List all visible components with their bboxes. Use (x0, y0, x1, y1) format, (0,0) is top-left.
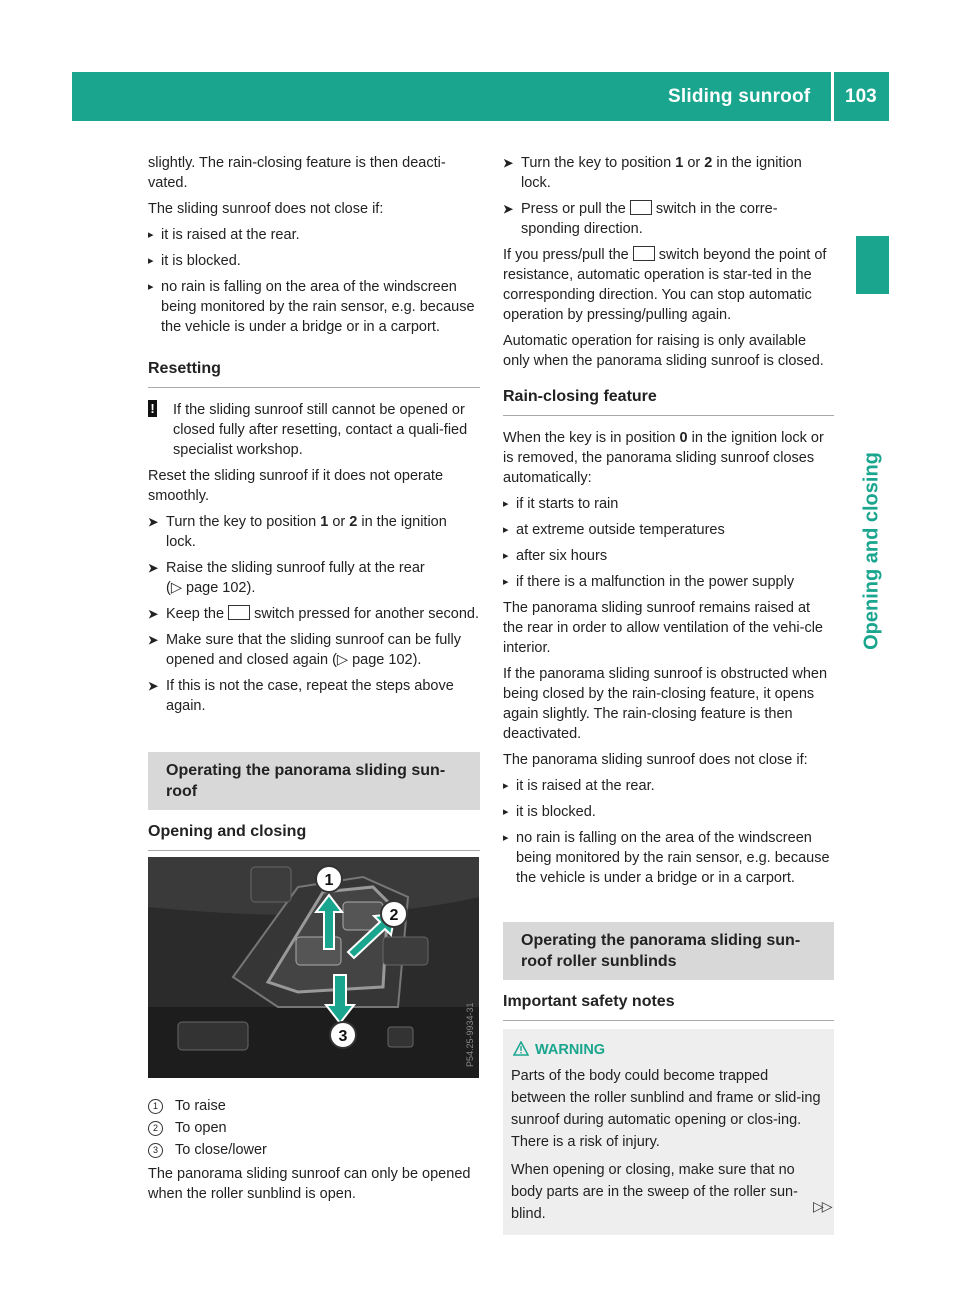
chapter-tab (856, 236, 889, 294)
header-separator (831, 72, 834, 121)
svg-text:2: 2 (389, 907, 399, 924)
step-item: ➤ Raise the sliding sunroof fully at the rear (▷ page 102). (148, 560, 425, 596)
paragraph: The panorama sliding sunroof does not close if: (503, 752, 808, 768)
arrow-icon: ➤ (148, 515, 159, 529)
arrow-icon: ➤ (503, 156, 514, 170)
exclamation-icon: ! (148, 400, 157, 417)
warning-icon (513, 1041, 529, 1056)
sunroof-switch-photo (148, 857, 479, 1078)
paragraph: When the key is in position 0 in the ignition lock or is removed, the panorama sliding sunroof closes automatically: (503, 430, 824, 486)
bullet-item: ▸ no rain is falling on the area of the windscreen being monitored by the rain sensor, e.g. because the vehicle is under a bridge or in a carport. (503, 828, 834, 888)
switch-icon (630, 200, 652, 215)
page-number: 103 (845, 86, 877, 107)
step-item: ➤ If this is not the case, repeat the steps above again. (148, 678, 454, 714)
svg-text:3: 3 (338, 1028, 348, 1045)
bullet-item: ▸ after six hours (503, 546, 834, 566)
paragraph: The sliding sunroof does not close if: (148, 201, 384, 217)
switch-icon (633, 246, 655, 261)
arrow-icon: ➤ (148, 633, 159, 647)
bullet-item: ▸ no rain is falling on the area of the windscreen being monitored by the rain sensor, e.g. because the vehicle is under a bridge or in a carport. (148, 277, 480, 337)
heading-resetting: Resetting (148, 359, 480, 388)
section-heading: Operating the panorama sliding sun-roof roller sunblinds (503, 922, 834, 980)
section-heading: Operating the panorama sliding sun-roof (148, 752, 480, 810)
legend-item: 1 To raise (148, 1096, 480, 1116)
paragraph: Automatic operation for raising is only available only when the panorama sliding sunroof is closed. (503, 333, 824, 369)
step-item: ➤ Turn the key to position 1 or 2 in the ignition lock. (503, 155, 802, 191)
legend-item: 3 To close/lower (148, 1140, 480, 1160)
paragraph: If the panorama sliding sunroof is obstructed when being closed by the rain-closing feature, it opens again slightly. The rain-closing feature is then deactivated. (503, 666, 828, 742)
figure-code: P54.25-9934-31 (465, 1002, 475, 1067)
legend-item: 2 To open (148, 1118, 480, 1138)
paragraph: slightly. The rain-closing feature is then deacti-vated. (148, 155, 446, 191)
warning-text: Parts of the body could become trapped between the roller sunblind and frame or slid-ing sunroof during automatic opening or clos-ing. There is a risk of injury. (511, 1068, 821, 1150)
warning-text: When opening or closing, make sure that no body parts are in the sweep of the roller sun-blind. (511, 1162, 798, 1222)
continue-icon: ▷▷ (813, 1198, 831, 1214)
bullet-item: ▸ it is blocked. (148, 251, 480, 271)
note-block (148, 400, 480, 460)
header-title: Sliding sunroof (668, 86, 811, 107)
svg-text:1: 1 (324, 872, 334, 889)
step-item: ➤ Turn the key to position 1 or 2 in the ignition lock. (148, 514, 447, 550)
step-item: ➤ Press or pull the switch in the corre-sponding direction. (503, 201, 778, 237)
bullet-item: ▸ it is raised at the rear. (503, 776, 834, 796)
note-text: If the sliding sunroof still cannot be opened or closed fully after resetting, contact a quali-fied specialist workshop. (173, 402, 468, 458)
switch-icon (228, 605, 250, 620)
subheading-safety-notes: Important safety notes (503, 992, 834, 1021)
page-reference[interactable]: (▷ page 102). (166, 580, 256, 596)
paragraph: The panorama sliding sunroof can only be opened when the roller sunblind is open. (148, 1166, 471, 1202)
heading-rain-closing: Rain-closing feature (503, 387, 834, 416)
bullet-item: ▸ at extreme outside temperatures (503, 520, 834, 540)
bullet-item: ▸ it is blocked. (503, 802, 834, 822)
step-item: ➤ Make sure that the sliding sunroof can be fully opened and closed again (▷ page 102). (148, 632, 461, 668)
paragraph: The panorama sliding sunroof remains raised at the rear in order to allow ventilation of the vehi-cle interior. (503, 600, 823, 656)
subheading-opening-closing: Opening and closing (148, 822, 480, 851)
right-column (503, 153, 834, 1235)
warning-box (503, 1029, 834, 1235)
paragraph: Reset the sliding sunroof if it does not operate smoothly. (148, 468, 444, 504)
paragraph: If you press/pull the switch beyond the point of resistance, automatic operation is star-ted in the corresponding direction. You can stop automatic operation by pressing/pulling again. (503, 247, 827, 323)
arrow-icon: ➤ (148, 679, 159, 693)
arrow-icon: ➤ (148, 561, 159, 575)
arrow-icon: ➤ (503, 202, 514, 216)
bullet-item: ▸ if it starts to rain (503, 494, 834, 514)
chapter-label: Opening and closing (860, 452, 883, 650)
left-column (148, 153, 480, 1210)
bullet-item: ▸ it is raised at the rear. (148, 225, 480, 245)
arrow-icon: ➤ (148, 607, 159, 621)
step-item: ➤ Keep the switch pressed for another second. (148, 606, 479, 622)
bullet-item: ▸ if there is a malfunction in the power supply (503, 572, 834, 592)
warning-heading: WARNING (511, 1039, 826, 1061)
